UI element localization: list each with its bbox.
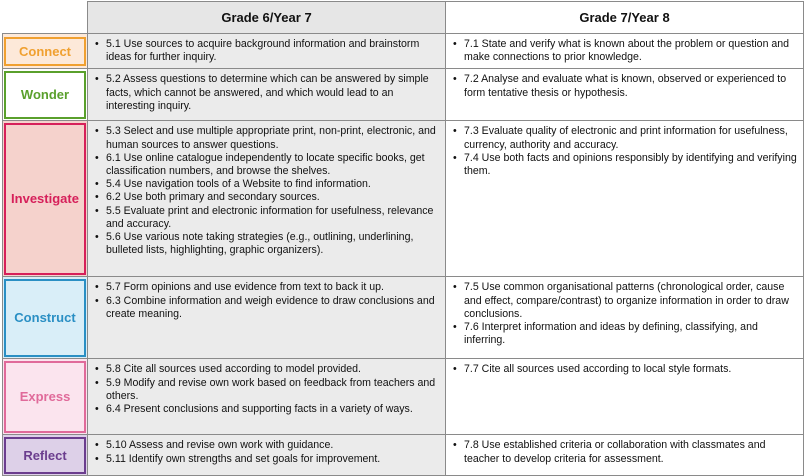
grade6-list (88, 34, 445, 68)
phase-cell-construct (3, 277, 88, 359)
grade6-cell (88, 435, 446, 476)
list-item: • 6.4 Present conclusions and supporting facts in a variety of ways. (106, 403, 439, 416)
list-item: • 7.5 Use common organisational patterns (chronological order, cause and effect, compare/contrast) to organize information in order to draw conclusions. (464, 281, 797, 321)
grade6-cell (88, 69, 446, 121)
grade7-list (446, 121, 803, 182)
table-row (3, 34, 804, 69)
table-row (3, 435, 804, 476)
grade6-list (88, 69, 445, 117)
phase-cell-wonder (3, 69, 88, 121)
phase-cell-express (3, 359, 88, 435)
grade7-cell (446, 359, 804, 435)
phase-label: Connect (4, 37, 86, 66)
grade7-list (446, 34, 803, 68)
list-item: • 5.8 Cite all sources used according to model provided. (106, 363, 439, 376)
list-item: • 5.6 Use various note taking strategies (e.g., outlining, underlining, bulleted lists, highlighting, graphic organizers). (106, 231, 439, 257)
grade7-header: Grade 7/Year 8 (446, 2, 804, 34)
phase-cell-investigate (3, 121, 88, 277)
grade7-cell (446, 69, 804, 121)
list-item: • 5.5 Evaluate print and electronic information for usefulness, relevance and accuracy. (106, 205, 439, 231)
table-body (3, 34, 804, 476)
list-item: • 7.2 Analyse and evaluate what is known, observed or experienced to form tentative thesis or hypothesis. (464, 73, 797, 99)
phase-label: Express (4, 361, 86, 433)
header-row (3, 2, 804, 34)
grade6-list (88, 121, 445, 261)
list-item: • 6.2 Use both primary and secondary sources. (106, 191, 439, 204)
list-item: • 5.11 Identify own strengths and set goals for improvement. (106, 453, 439, 466)
grade6-cell (88, 277, 446, 359)
list-item: • 7.3 Evaluate quality of electronic and print information for usefulness, currency, authority and accuracy. (464, 125, 797, 151)
list-item: • 5.7 Form opinions and use evidence from text to back it up. (106, 281, 439, 294)
corner-cell (3, 2, 88, 34)
list-item: • 6.1 Use online catalogue independently to locate specific books, get classification numbers, and browse the shelves. (106, 152, 439, 178)
table-row (3, 121, 804, 277)
grade7-list (446, 69, 803, 103)
grade6-header: Grade 6/Year 7 (88, 2, 446, 34)
grade6-cell (88, 34, 446, 69)
phase-label: Investigate (4, 123, 86, 275)
list-item: • 7.1 State and verify what is known about the problem or question and make connections to prior knowledge. (464, 38, 797, 64)
grade6-cell (88, 121, 446, 277)
grade7-cell (446, 277, 804, 359)
grade6-list (88, 359, 445, 420)
list-item: • 5.2 Assess questions to determine which can be answered by simple facts, which cannot be answered, and which would lead to an interesting inquiry. (106, 73, 439, 113)
grade6-list (88, 435, 445, 469)
phase-cell-connect (3, 34, 88, 69)
phase-label: Wonder (4, 71, 86, 119)
list-item: • 7.4 Use both facts and opinions responsibly by identifying and verifying them. (464, 152, 797, 178)
list-item: • 6.3 Combine information and weigh evidence to draw conclusions and create meaning. (106, 295, 439, 321)
grade7-cell (446, 435, 804, 476)
grade7-cell (446, 34, 804, 69)
table-row (3, 277, 804, 359)
list-item: • 7.6 Interpret information and ideas by defining, classifying, and inferring. (464, 321, 797, 347)
list-item: • 5.1 Use sources to acquire background information and brainstorm ideas for further inquiry. (106, 38, 439, 64)
table-row (3, 69, 804, 121)
grade6-list (88, 277, 445, 325)
grade6-cell (88, 359, 446, 435)
standards-table (2, 1, 804, 476)
phase-label: Reflect (4, 437, 86, 474)
list-item: • 5.10 Assess and revise own work with guidance. (106, 439, 439, 452)
phase-cell-reflect (3, 435, 88, 476)
list-item: • 7.8 Use established criteria or collaboration with classmates and teacher to develop criteria for assessment. (464, 439, 797, 465)
grade7-cell (446, 121, 804, 277)
grade7-list (446, 435, 803, 469)
grade7-list (446, 359, 803, 380)
list-item: • 7.7 Cite all sources used according to local style formats. (464, 363, 797, 376)
list-item: • 5.4 Use navigation tools of a Website to find information. (106, 178, 439, 191)
list-item: • 5.9 Modify and revise own work based on feedback from teachers and others. (106, 377, 439, 403)
list-item: • 5.3 Select and use multiple appropriate print, non-print, electronic, and human sources to answer questions. (106, 125, 439, 151)
table-row (3, 359, 804, 435)
grade7-list (446, 277, 803, 351)
phase-label: Construct (4, 279, 86, 357)
